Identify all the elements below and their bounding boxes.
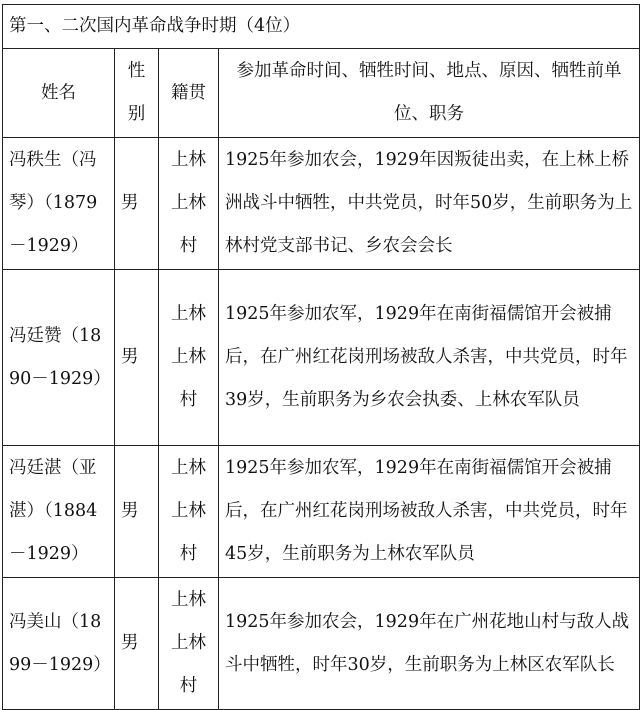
native-cell: 上林上林村 <box>159 270 219 446</box>
header-sex: 性别 <box>115 49 159 138</box>
table-row <box>3 270 640 446</box>
name-cell: 冯廷湛（亚湛）（1884－1929） <box>3 446 115 578</box>
native-cell: 上林上林村 <box>159 446 219 578</box>
native-cell: 上林上林村 <box>159 578 219 710</box>
info-cell: 1925年参加农会，1929年因叛徒出卖，在上林上桥洲战斗中牺牲，中共党员，时年50岁，生前职务为上林村党支部书记、乡农会会长 <box>219 138 640 270</box>
table-title-row <box>3 5 640 49</box>
table-title: 第一、二次国内革命战争时期（4位） <box>3 5 640 49</box>
info-cell: 1925年参加农军，1929年在南街福儒馆开会被捕后，在广州红花岗刑场被敌人杀害，中共党员，时年39岁，生前职务为乡农会执委、上林农军队员 <box>219 270 640 446</box>
sex-cell: 男 <box>115 446 159 578</box>
sex-cell: 男 <box>115 270 159 446</box>
table-row <box>3 138 640 270</box>
table-header-row <box>3 49 640 138</box>
info-cell: 1925年参加农军，1929年在南街福儒馆开会被捕后，在广州红花岗刑场被敌人杀害，中共党员，时年45岁，生前职务为上林农军队员 <box>219 446 640 578</box>
native-cell: 上林上林村 <box>159 138 219 270</box>
table-row <box>3 578 640 710</box>
name-cell: 冯秩生（冯琴）（1879－1929） <box>3 138 115 270</box>
header-native: 籍贯 <box>159 49 219 138</box>
name-cell: 冯廷赞（1890－1929） <box>3 270 115 446</box>
info-cell: 1925年参加农会，1929年在广州花地山村与敌人战斗中牺牲，时年30岁，生前职务为上林区农军队长 <box>219 578 640 710</box>
martyrs-table <box>2 4 640 710</box>
name-cell: 冯美山（1899－1929） <box>3 578 115 710</box>
sex-cell: 男 <box>115 578 159 710</box>
header-info: 参加革命时间、牺牲时间、地点、原因、牺牲前单位、职务 <box>219 49 640 138</box>
table-row <box>3 446 640 578</box>
header-name: 姓名 <box>3 49 115 138</box>
sex-cell: 男 <box>115 138 159 270</box>
